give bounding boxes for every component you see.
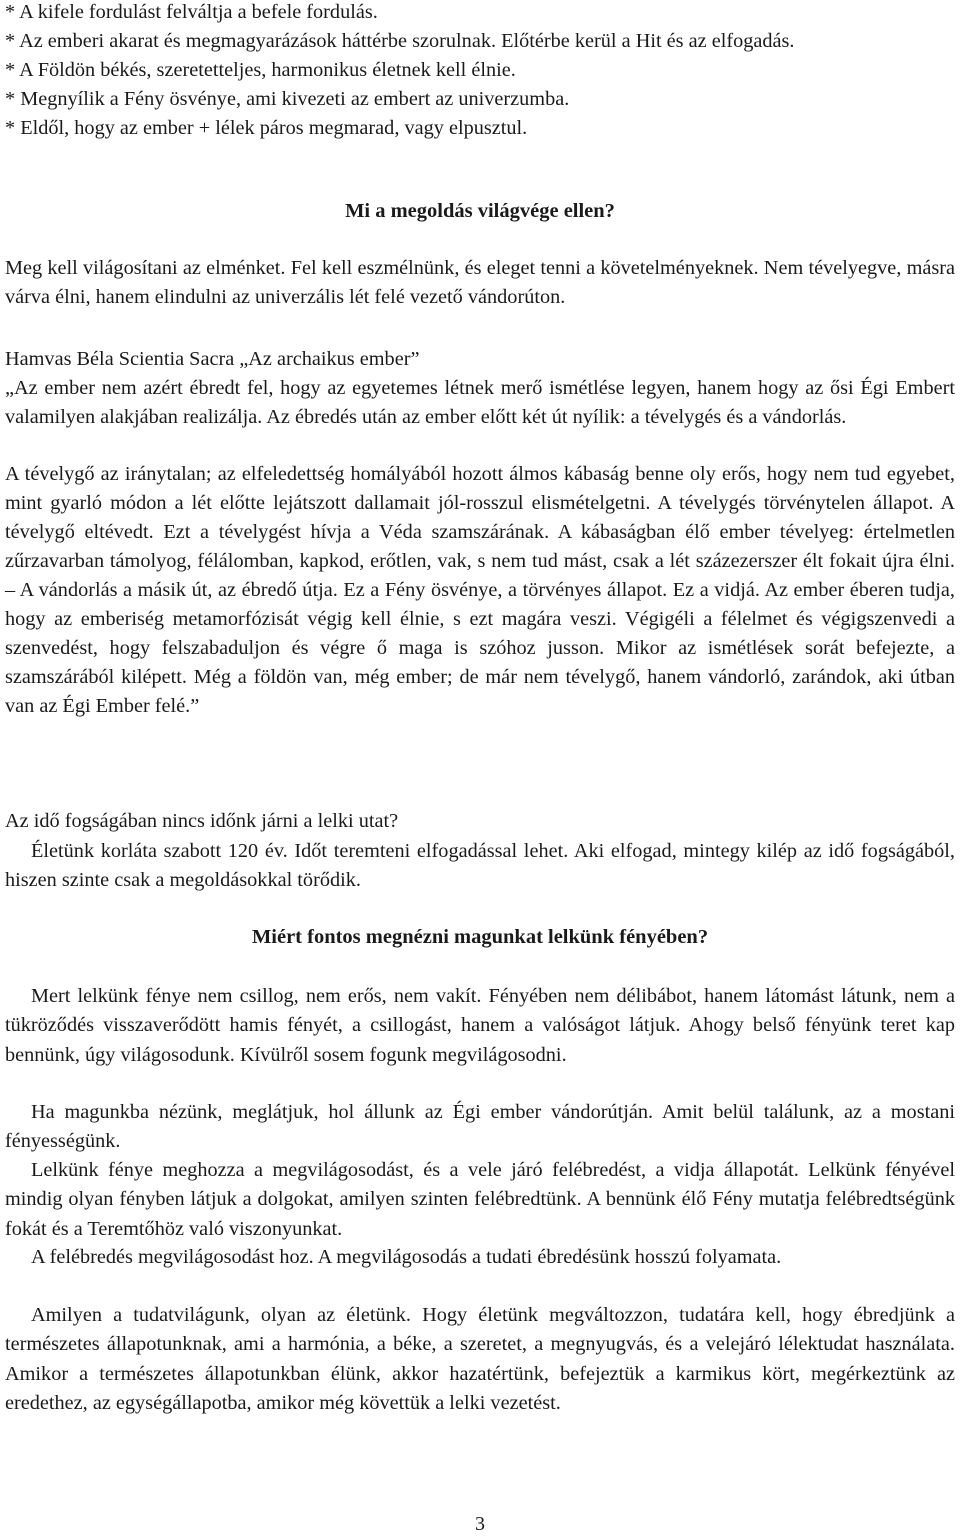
section-heading: Mi a megoldás világvége ellen?	[345, 200, 615, 222]
quote-source: Hamvas Béla Scientia Sacra „Az archaikus ember”	[5, 348, 420, 370]
bullet-item: * Megnyílik a Fény ösvénye, ami kivezeti az embert az univerzumba.	[5, 88, 570, 110]
question: Az idő fogságában nincs időnk járni a lelki utat?	[5, 810, 399, 832]
paragraph: Mert lelkünk fénye nem csillog, nem erős, nem vakít. Fényében nem délibábot, hanem látomást látunk, nem a tükröződés visszaverődött hamis fényét, a csillogást, hanem a valóságot látjuk. Ahogy belső fényünk teret kap bennünk, úgy világosodunk. Kívülről sosem fogunk megvilágosodni.	[5, 985, 955, 1066]
bullet-item: * Az emberi akarat és megmagyarázások háttérbe szorulnak. Előtérbe kerül a Hit és az elfogadás.	[5, 30, 795, 52]
answer: Életünk korláta szabott 120 év. Időt teremteni elfogadással lehet. Aki elfogad, mintegy kilép az idő fogságából, hiszen szinte csak a megoldásokkal törődik.	[5, 840, 955, 891]
paragraph: Amilyen a tudatvilágunk, olyan az életünk. Hogy életünk megváltozzon, tudatára kell, hogy ébredjünk a természetes állapotunknak, ami a harmónia, a béke, a szeretet, a megnyugvás, és a velejáró lélektudat használata. Amikor a természetes állapotunkban élünk, akkor hazatértünk, befejeztük a karmikus kört, megérkeztünk az eredethez, az egységállapotba, amikor még követtük a lelki vezetést.	[5, 1304, 955, 1414]
paragraph: Lelkünk fénye meghozza a megvilágosodást, és a vele járó felébredést, a vidja állapotát. Lelkünk fényével mindig olyan fényben látjuk a dolgokat, amilyen szinten felébredtünk. A bennünk élő Fény mutatja felébredtségünk fokát és a Teremtőhöz való viszonyunkat.	[5, 1159, 955, 1240]
bullet-item: * Eldől, hogy az ember + lélek páros megmarad, vagy elpusztul.	[5, 117, 528, 139]
bullet-item: * A kifele fordulást felváltja a befele fordulás.	[5, 1, 378, 23]
page-number: 3	[475, 1513, 485, 1535]
quote-paragraph: A tévelygő az iránytalan; az elfeledettség homályából hozott álmos kábaság benne oly erős, hogy nem tud egyebet, mint gyarló módon a lét előtte lejátszott dallamait jól-rosszul elismételgetni. A tévelygés törvénytelen állapot. A tévelygő eltévedt. Ezt a tévelygést hívja a Véda szamszárának. A kábaságban élő ember tévelyeg: értelmetlen zűrzavarban támolyog, félálomban, kapkod, erőtlen, vak, s nem tud mást, csak a lét százezerszer élt fokait újra élni. – A vándorlás a másik út, az ébredő útja. Ez a Fény ösvénye, a törvényes állapot. Ez a vidjá. Az ember éberen tudja, hogy az emberiség metamorfózisát végig kell élnie, s ezt magára veszi. Végigéli a félelmet és végigszenvedi a szenvedést, hogy felszabaduljon és végre ő maga is szóhoz jusson. Mikor az ismétlések sorát befejezte, a szamszárából kilépett. Még a földön van, még ember; de már nem tévelygő, hanem vándorló, zarándok, aki útban van az Égi Ember felé.”	[5, 463, 955, 717]
paragraph: A felébredés megvilágosodást hoz. A megvilágosodás a tudati ébredésünk hosszú folyamata.	[31, 1246, 782, 1268]
quote-paragraph: „Az ember nem azért ébredt fel, hogy az egyetemes létnek merő ismétlése legyen, hanem hogy az ősi Égi Embert valamilyen alakjában realizálja. Az ébredés után az ember előtt két út nyílik: a tévelygés és a vándorlás.	[5, 377, 955, 428]
bullet-list	[5, 0, 955, 143]
section-heading: Miért fontos megnézni magunkat lelkünk fényében?	[251, 926, 709, 948]
paragraph: Meg kell világosítani az elménket. Fel kell eszmélnünk, és eleget tenni a követelményeknek. Nem tévelyegve, másra várva élni, hanem elindulni az univerzális lét felé vezető vándorúton.	[5, 257, 955, 308]
paragraph: Ha magunkba nézünk, meglátjuk, hol állunk az Égi ember vándorútján. Amit belül találunk, az a mostani fényességünk.	[5, 1101, 955, 1153]
bullet-item: * A Földön békés, szeretetteljes, harmonikus életnek kell élnie.	[5, 59, 516, 81]
